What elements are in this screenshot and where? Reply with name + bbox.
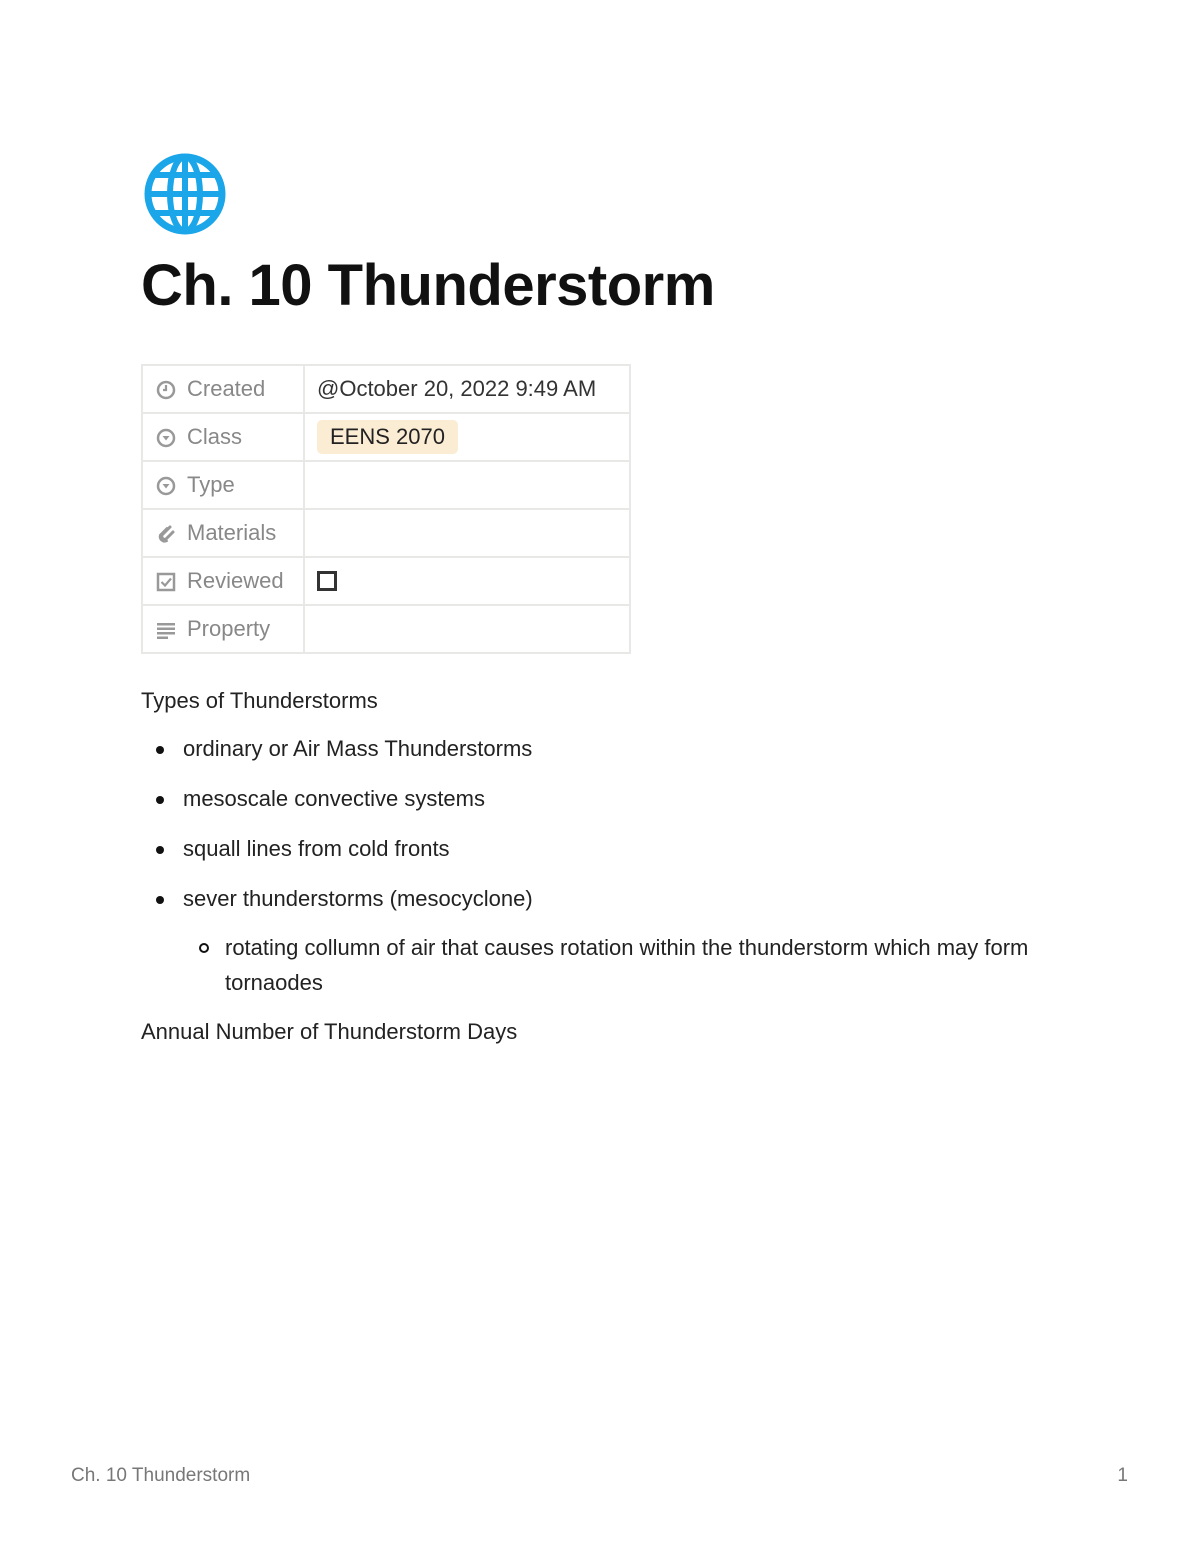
property-value-cell[interactable] [304,365,630,413]
list-item [141,832,1061,866]
class-tag-chip[interactable]: EENS 2070 [317,420,458,454]
paperclip-icon [155,522,177,544]
thunderstorm-types-list [141,732,1061,1016]
property-row-materials [142,509,630,557]
property-label-reviewed: Reviewed [187,568,284,593]
property-value-cell[interactable] [304,461,630,509]
list-item [141,782,1061,816]
property-value-cell[interactable] [304,509,630,557]
property-row-created [142,365,630,413]
properties-table [141,364,631,654]
nested-list [183,930,1061,1000]
property-value-cell[interactable] [304,413,630,461]
list-item [141,882,1061,1000]
property-name-cell[interactable] [142,509,304,557]
list-item [141,732,1061,766]
property-label-created: Created [187,376,266,401]
property-row-reviewed [142,557,630,605]
section-heading-annual: Annual Number of Thunderstorm Days [141,1019,518,1044]
checkbox-icon [155,570,177,592]
property-row-type [142,461,630,509]
property-name-cell[interactable] [142,365,304,413]
property-label-type: Type [187,472,235,497]
nested-list-item [183,930,1061,1000]
clock-icon [155,378,177,400]
nested-list-item-text: rotating collumn of air that causes rotation within the thunderstorm which may form tornaodes [225,935,1029,995]
page-title: Ch. 10 Thunderstorm [141,253,715,318]
list-item-text: ordinary or Air Mass Thunderstorms [183,736,533,761]
section-heading-types: Types of Thunderstorms [141,688,378,713]
property-row-property [142,605,630,653]
property-name-cell[interactable] [142,413,304,461]
created-date-value: @October 20, 2022 9:49 AM [317,376,597,401]
globe-icon [144,153,226,235]
footer-page-number: 1 [1117,1465,1128,1486]
property-row-class [142,413,630,461]
list-item-text: squall lines from cold fronts [183,836,450,861]
property-label-class: Class [187,424,243,449]
reviewed-checkbox[interactable] [317,571,337,591]
select-icon [155,474,177,496]
property-name-cell[interactable] [142,461,304,509]
text-lines-icon [155,618,177,640]
property-value-cell[interactable] [304,605,630,653]
list-item-text: mesoscale convective systems [183,786,485,811]
property-name-cell[interactable] [142,605,304,653]
list-item-text: sever thunderstorms (mesocyclone) [183,886,533,911]
select-icon [155,426,177,448]
property-value-cell [304,557,630,605]
property-label-property: Property [187,616,271,641]
footer-title: Ch. 10 Thunderstorm [71,1465,251,1486]
property-name-cell[interactable] [142,557,304,605]
property-label-materials: Materials [187,520,277,545]
